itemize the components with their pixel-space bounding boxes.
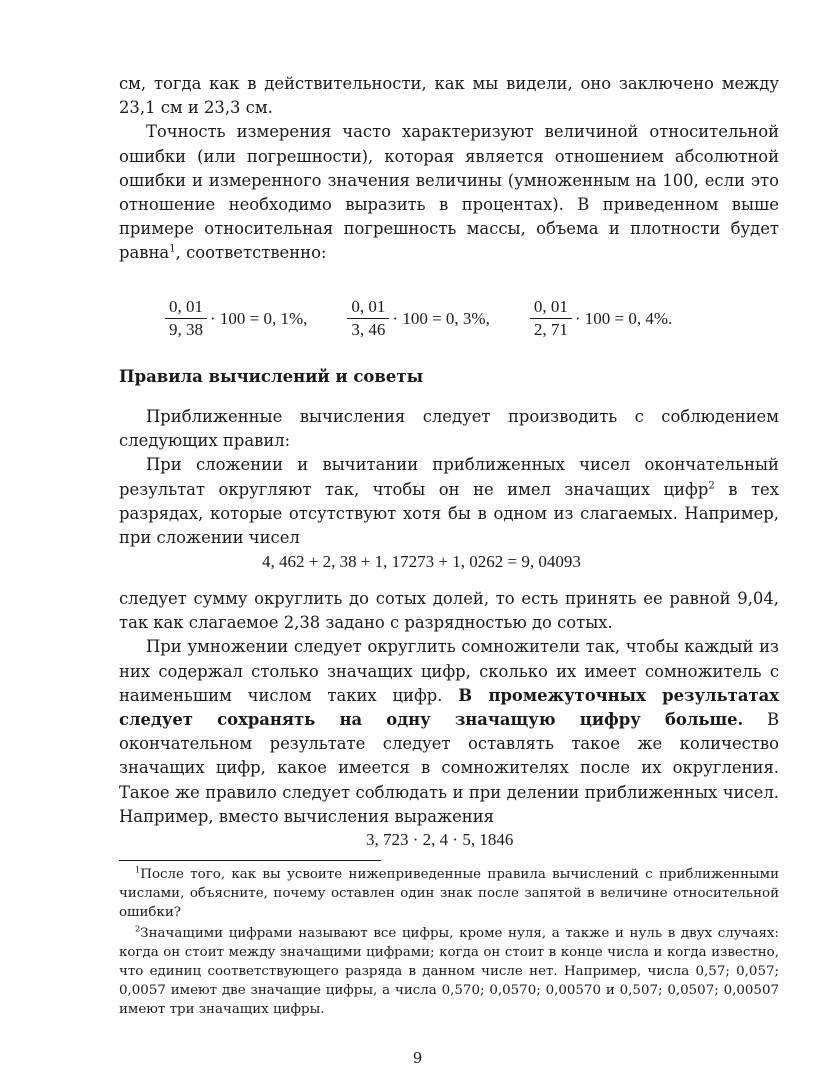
formula-product: 3, 723 · 2, 4 · 5, 1846 [366, 830, 514, 849]
paragraph-rules-intro: Приближенные вычисления следует производить с соблюдением следующих правил: [119, 407, 779, 451]
footnote-divider [119, 860, 381, 861]
paragraph-addition-text: При сложении и вычитании приближенных чисел окончательный результат округляют так, чтобы он не имел значащих цифр [119, 455, 779, 499]
footnote-2-mark: 2 [135, 923, 141, 934]
fraction-denominator: 3, 46 [351, 320, 386, 339]
footnote-2-text: Значащими цифрами называют все цифры, кроме нуля, а также и нуль в двух случаях: когда он стоит между значащими цифрами; когда он стоит в конце числа и когда известно, что единиц соответствующего разряда в данном числе нет. Например, числа 0,57; 0,057; 0,0057 имеют две значащие цифры, а числа 0,570; 0,0570; 0,00570 и 0,507; 0,0507; 0,00507 имеют три значащих цифры. [119, 926, 779, 1017]
footnote-1 [119, 865, 779, 922]
paragraph-relative-error-text: Точность измерения часто характеризуют величиной относительной ошибки (или погрешности), которая является отношением абсолютной ошибки и измеренного значения величины (умноженным на 100, если это отношение необходимо выразить в процентах). В приведенном выше примере относительная погрешность массы, объема и плотности будет равна [119, 122, 779, 263]
fraction-numerator: 0, 01 [530, 297, 572, 319]
formula-sum: 4, 462 + 2, 38 + 1, 17273 + 1, 0262 = 9, 04093 [262, 552, 581, 571]
formula-rest: · 100 = 0, 1%, [210, 308, 308, 328]
paragraph-relative-error-tail: , соответственно: [175, 243, 327, 263]
footnote-1-text: После того, как вы усвоите нижеприведенные правила вычислений с приближенными числами, объясните, почему оставлен один знак после запятой в величине относительной ошибки? [119, 867, 779, 920]
paragraph-bold-rule: В промежуточных результатах следует сохранять на одну значащую цифру больше. [119, 685, 779, 730]
footnote-ref-1: 1 [169, 243, 176, 255]
fraction-numerator: 0, 01 [165, 297, 207, 319]
paragraph-addition-tail: в тех разрядах, которые отсутствуют хотя бы в одном из слагаемых. Например, при сложении чисел [119, 479, 779, 548]
formula-rest: · 100 = 0, 3%, [392, 308, 490, 328]
text-block-rules [119, 405, 779, 550]
paragraph-continuation: см, тогда как в действительности, как мы видели, оно заключено между 23,1 см и 23,3 см. [119, 74, 779, 118]
page-number: 9 [412, 1049, 423, 1067]
relative-error-formulas [165, 297, 672, 340]
paragraph-addition-rule [119, 453, 779, 550]
formula-volume [347, 297, 489, 340]
text-block-multiplication [119, 587, 779, 829]
footnote-1-mark: 1 [135, 864, 141, 875]
paragraph-multiplication-text: При умножении следует округлить сомножители так, чтобы каждый из них содержал столько значащих цифр, сколько их имеет сомножитель с наименьшим числом таких цифр. [119, 637, 779, 705]
footnote-ref-2: 2 [708, 480, 715, 492]
paragraph-multiplication-rule [119, 635, 779, 829]
fraction [530, 297, 572, 340]
formula-rest: · 100 = 0, 4%. [574, 308, 673, 328]
paragraph-relative-error [119, 120, 779, 265]
section-heading: Правила вычислений и советы [119, 367, 424, 386]
fraction-denominator: 9, 38 [169, 320, 203, 339]
text-block-top [119, 72, 779, 266]
fraction-denominator: 2, 71 [533, 320, 568, 339]
footnote-2 [119, 924, 779, 1019]
footnotes [119, 865, 779, 1021]
fraction-numerator: 0, 01 [347, 297, 389, 319]
fraction [347, 297, 389, 340]
paragraph-multiplication-tail: В окончательном результате следует оставлять такое же количество значащих цифр, какое имеется в сомножителях после их округления. Такое же правило следует соблюдать и при делении приближенных чисел. Например, вместо вычисления выражения [119, 710, 779, 826]
fraction [165, 297, 207, 340]
formula-mass [165, 297, 307, 340]
paragraph-rounding: следует сумму округлить до сотых долей, то есть принять ее равной 9,04, так как слагаемое 2,38 задано с разрядностью до сотых. [119, 589, 779, 633]
formula-density [530, 297, 672, 340]
